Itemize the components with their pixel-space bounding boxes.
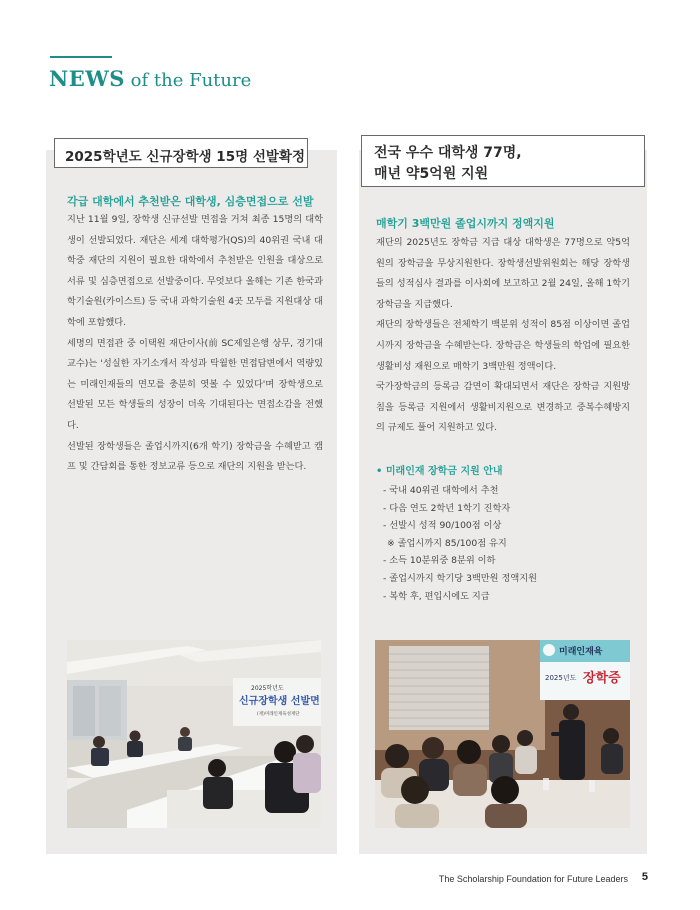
- section-title-rest: of the Future: [124, 70, 252, 91]
- right-paragraph-2: 재단의 장학생들은 전체학기 백분위 성적이 85점 이상이면 졸업시까지 장학금을 수혜받는다. 장학금은 학생들의 학업에 필요한 생활비성 재원으로 매학기 3백만원 정액이다.: [376, 319, 631, 372]
- left-paragraph-1: 지난 11월 9일, 장학생 신규선발 면접을 거쳐 최종 15명의 대학생이 선발되었다. 재단은 세계 대학평가(QS)의 40위권 국내 대학중 재단의 지원이 필요한 대학에서 추천받은 인원을 대상으로 서류 및 심층면접으로 선발중이다. 무엇보다 올해는 기존 한국과학기술원(카이스트) 등 국내 과학기술원 4곳 모두를 지원대상 대학에 포함했다.: [67, 214, 323, 328]
- right-paragraph-1: 재단의 2025년도 장학금 지급 대상 대학생은 77명으로 약5억원의 장학금을 무상지원한다. 장학생선발위원회는 해당 장학생들의 성적심사 결과를 이사회에 보고하고 2월 24일, 올해 1학기 장학금을 지급했다.: [376, 237, 630, 310]
- guide-item: - 졸업시까지 학기당 3백만원 정액지원: [383, 572, 537, 584]
- section-title-news: NEWS: [49, 66, 125, 91]
- right-article-subhead: 매학기 3백만원 졸업시까지 정액지원: [376, 217, 555, 230]
- guide-item: - 국내 40위권 대학에서 추천: [383, 485, 499, 496]
- left-paragraph-3: 선발된 장학생들은 졸업시까지(6개 학기) 장학금을 수혜받고 캠프 및 간담회를 통한 정보교류 등으로 재단의 지원을 받는다.: [67, 440, 323, 473]
- left-article-subhead: 각급 대학에서 추천받은 대학생, 심층면접으로 선발: [67, 195, 314, 208]
- right-title-line-2: 매년 약5억원 지원: [374, 166, 489, 182]
- photo-banner-title-right: 장학증: [583, 671, 621, 686]
- right-article-body: [376, 233, 630, 439]
- photo-banner-year-right: 2025년도: [545, 674, 577, 682]
- guide-item: - 다음 연도 2학년 1학기 진학자: [383, 502, 511, 514]
- right-article-title: [361, 135, 645, 187]
- left-paragraph-2: 세명의 면접관 중 이택원 재단이사(前 SC제일은행 상무, 경기대 교수)는 '성실한 자기소개서 작성과 탁월한 면접답변에서 역량있는 미래인재들의 면모를 충분히 엿볼 수 있었다'며 장학생으로 선발된 모든 학생들의 성장이 더욱 기대된다는 면접소감을 전했다.: [67, 337, 323, 431]
- photo-banner-title: 신규장학생 선발면: [239, 696, 320, 707]
- left-article-title: 2025학년도 신규장학생 15명 선발확정: [54, 138, 308, 168]
- footer-organization: The Scholarship Foundation for Future Leaders: [438, 874, 628, 884]
- section-title: [49, 66, 251, 91]
- photo-banner-year: 2025학년도: [251, 685, 284, 692]
- left-article-body: [67, 210, 323, 478]
- scholarship-guide-title: • 미래인재 장학금 지원 안내: [376, 466, 503, 477]
- guide-item: - 선발시 성적 90/100점 이상: [383, 520, 502, 532]
- interview-photo: [67, 640, 321, 828]
- right-paragraph-3: 국가장학금의 등록금 감면이 확대되면서 재단은 장학금 지원방침을 등록금 지원에서 생활비지원으로 변경하고 중복수혜방지의 규제도 풀어 지원하고 있다.: [376, 381, 630, 434]
- ceremony-photo: [375, 640, 630, 828]
- page-number: 5: [641, 871, 648, 883]
- photo-banner-org: 미래인재육: [559, 647, 603, 657]
- guide-item: ※ 졸업시까지 85/100점 유지: [387, 537, 507, 549]
- scholarship-guide-list: [383, 482, 537, 605]
- header-rule: [50, 56, 112, 58]
- guide-item: - 소득 10분위중 8분위 이하: [383, 555, 496, 567]
- photo-banner-sub: (재)미래인재육성재단: [257, 712, 300, 717]
- right-title-line-1: 전국 우수 대학생 77명,: [374, 145, 522, 161]
- guide-item: - 복학 후, 편입시에도 지급: [383, 590, 490, 602]
